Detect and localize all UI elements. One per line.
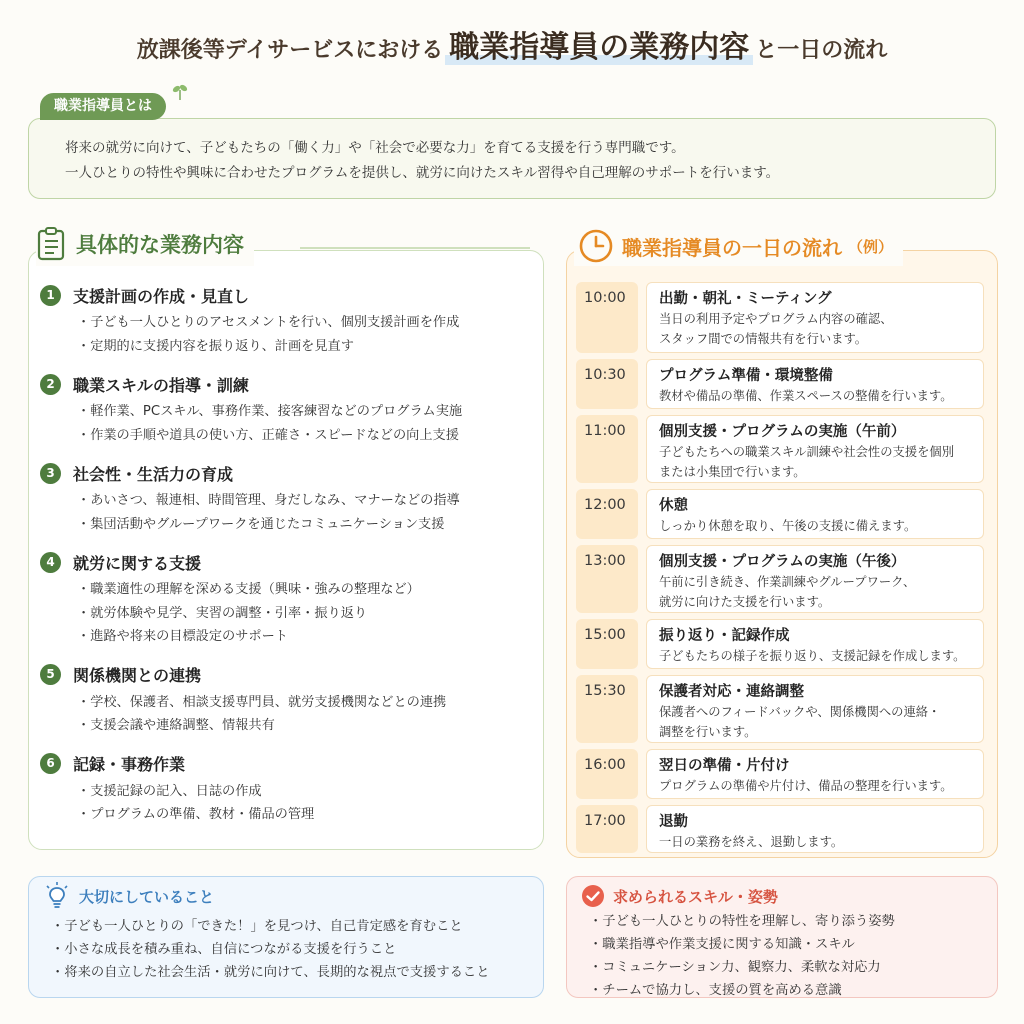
duty-number: 2 <box>40 374 61 395</box>
schedule-event-desc: 教材や備品の準備、作業スペースの整備を行います。 <box>659 389 953 403</box>
schedule-time: 16:00 <box>576 749 638 799</box>
schedule-heading-text: 職業指導員の一日の流れ <box>622 235 842 260</box>
duty-title: 関係機関との連携 <box>73 666 202 685</box>
duty-item <box>40 549 530 649</box>
duty-title: 記録・事務作業 <box>73 755 186 774</box>
skills-box <box>566 876 998 998</box>
schedule-event <box>646 675 984 743</box>
duty-point: ・ 就労体験や見学、実習の調整・引率・振り返り <box>77 602 530 626</box>
duty-item <box>40 751 530 827</box>
duty-point: ・ 集団活動やグループワークを通じたコミュニケーション支援 <box>77 513 530 537</box>
about-box <box>28 118 996 199</box>
skills-item: ・ コミュニケーション力、観察力、柔軟な対応力 <box>589 956 895 979</box>
clock-icon <box>578 228 614 264</box>
values-list <box>51 915 490 984</box>
schedule-time: 15:00 <box>576 619 638 669</box>
duty-point: ・ 軽作業、PCスキル、事務作業、接客練習などのプログラム実施 <box>77 400 530 424</box>
schedule-event-desc: 子どもたちへの職業スキル訓練や社会性の支援を個別 または小集団で行います。 <box>659 445 955 479</box>
duty-point: ・ 支援記録の記入、日誌の作成 <box>77 780 530 804</box>
schedule-time: 12:00 <box>576 489 638 539</box>
title-prefix: 放課後等デイサービスにおける <box>136 38 444 63</box>
schedule-event <box>646 749 984 799</box>
schedule-time: 10:30 <box>576 359 638 409</box>
page-title <box>0 22 1024 66</box>
skills-item: ・ チームで協力し、支援の質を高める意識 <box>589 979 895 1002</box>
schedule-event <box>646 282 984 353</box>
values-item: ・ 小さな成長を積み重ね、自信につながる支援を行うこと <box>51 938 490 961</box>
duty-point: ・ 学校、保護者、相談支援専門員、就労支援機関などとの連携 <box>77 691 530 715</box>
schedule-event-title: 個別支援・プログラムの実施（午前） <box>659 424 906 440</box>
duty-point: ・ あいさつ、報連相、時間管理、身だしなみ、マナーなどの指導 <box>77 489 530 513</box>
schedule-row <box>576 282 984 353</box>
duty-title: 社会性・生活力の育成 <box>73 464 234 484</box>
schedule-event <box>646 805 984 853</box>
skills-heading-text: 求められるスキル・姿勢 <box>613 887 778 906</box>
duty-point: ・ プログラムの準備、教材・備品の管理 <box>77 803 530 827</box>
schedule-row <box>576 619 984 669</box>
duty-item <box>40 282 530 358</box>
about-tag: 職業指導員とは <box>40 93 166 120</box>
values-item: ・ 子ども一人ひとりの「できた！」を見つけ、自己肯定感を育むこと <box>51 915 490 938</box>
schedule-event-desc: 保護者へのフィードバックや、関係機関への連絡・ 調整を行います。 <box>659 705 941 739</box>
schedule-event <box>646 545 984 613</box>
duty-point: ・ 進路や将来の目標設定のサポート <box>77 625 530 649</box>
schedule-event <box>646 489 984 539</box>
lightbulb-icon <box>43 881 71 911</box>
schedule-row <box>576 415 984 483</box>
values-box <box>28 876 544 998</box>
schedule-event-desc: 一日の業務を終え、退勤します。 <box>659 835 844 849</box>
skills-list <box>589 910 895 1002</box>
schedule-event-desc: 午前に引き続き、作業訓練やグループワーク、 就労に向けた支援を行います。 <box>659 575 916 609</box>
schedule-event-desc: しっかり休憩を取り、午後の支援に備えます。 <box>659 519 917 533</box>
schedule-event-title: 出勤・朝礼・ミーティング <box>659 291 832 307</box>
schedule-event-title: 退勤 <box>659 814 688 830</box>
duty-item <box>40 371 530 447</box>
duty-point: ・ 子ども一人ひとりのアセスメントを行い、個別支援計画を作成 <box>77 311 530 335</box>
schedule-event <box>646 359 984 409</box>
duties-heading-rule <box>300 247 530 249</box>
schedule-heading-sub: （例） <box>848 237 894 256</box>
schedule-list <box>576 282 984 859</box>
duty-point: ・ 職業適性の理解を深める支援（興味・強みの整理など） <box>77 578 530 602</box>
duty-number: 3 <box>40 463 61 484</box>
skills-heading <box>581 884 778 908</box>
schedule-event-title: 個別支援・プログラムの実施（午後） <box>659 554 906 570</box>
check-circle-icon <box>581 884 605 908</box>
duty-point: ・ 定期的に支援内容を振り返り、計画を見直す <box>77 335 530 359</box>
values-item: ・ 将来の自立した社会生活・就労に向けて、長期的な視点で支援すること <box>51 961 490 984</box>
schedule-row <box>576 359 984 409</box>
duty-number: 6 <box>40 753 61 774</box>
schedule-event-desc: 当日の利用予定やプログラム内容の確認、 スタッフ間での情報共有を行います。 <box>659 312 893 346</box>
duty-number: 5 <box>40 664 61 685</box>
leaf-icon <box>170 82 190 102</box>
schedule-event-title: 翌日の準備・片付け <box>659 758 790 774</box>
schedule-row <box>576 489 984 539</box>
skills-item: ・ 職業指導や作業支援に関する知識・スキル <box>589 933 895 956</box>
schedule-event-desc: 子どもたちの様子を振り返り、支援記録を作成します。 <box>659 649 966 663</box>
title-suffix: と一日の流れ <box>755 38 888 63</box>
duty-title: 就労に関する支援 <box>73 553 202 573</box>
schedule-event <box>646 415 984 483</box>
schedule-heading <box>574 226 903 266</box>
about-line: 一人ひとりの特性や興味に合わせたプログラムを提供し、就労に向けたスキル習得や自己理解のサポートを行います。 <box>65 165 780 181</box>
schedule-event-title: 休憩 <box>659 498 688 514</box>
schedule-event <box>646 619 984 669</box>
schedule-time: 10:00 <box>576 282 638 353</box>
schedule-row <box>576 675 984 743</box>
about-line: 将来の就労に向けて、子どもたちの「働く力」や「社会で必要な力」を育てる支援を行う専門職です。 <box>65 140 685 156</box>
duty-number: 1 <box>40 285 61 306</box>
schedule-time: 15:30 <box>576 675 638 743</box>
duty-point: ・ 支援会議や連絡調整、情報共有 <box>77 714 530 738</box>
duty-title: 支援計画の作成・見直し <box>73 286 250 306</box>
duty-item <box>40 460 530 536</box>
title-main: 職業指導員の業務内容 <box>445 30 753 65</box>
values-heading-text: 大切にしていること <box>79 887 215 906</box>
schedule-event-title: 保護者対応・連絡調整 <box>659 684 804 700</box>
schedule-time: 11:00 <box>576 415 638 483</box>
values-heading <box>43 881 214 911</box>
schedule-row <box>576 805 984 853</box>
schedule-row <box>576 749 984 799</box>
schedule-event-desc: プログラムの準備や片付け、備品の整理を行います。 <box>659 779 953 793</box>
duties-heading <box>36 222 254 266</box>
duty-point: ・ 作業の手順や道具の使い方、正確さ・スピードなどの向上支援 <box>77 424 530 448</box>
skills-item: ・ 子ども一人ひとりの特性を理解し、寄り添う姿勢 <box>589 910 895 933</box>
schedule-row <box>576 545 984 613</box>
clipboard-icon <box>36 227 66 261</box>
duties-heading-text: 具体的な業務内容 <box>76 233 244 257</box>
duty-title: 職業スキルの指導・訓練 <box>73 375 249 395</box>
duties-list <box>40 282 530 840</box>
schedule-time: 17:00 <box>576 805 638 853</box>
schedule-event-title: プログラム準備・環境整備 <box>659 368 833 384</box>
schedule-time: 13:00 <box>576 545 638 613</box>
duty-item <box>40 662 530 738</box>
duty-number: 4 <box>40 552 61 573</box>
schedule-event-title: 振り返り・記録作成 <box>659 628 790 644</box>
